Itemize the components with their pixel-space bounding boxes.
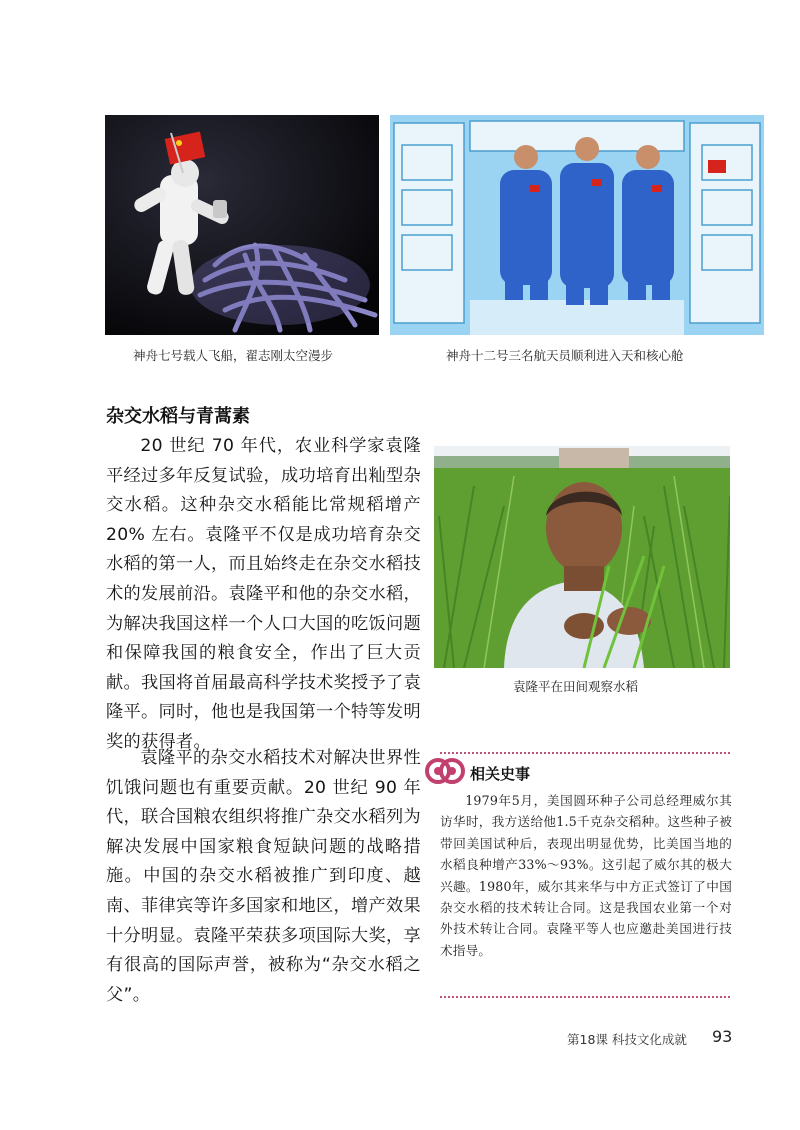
sidebar-emblem-icon bbox=[425, 757, 465, 791]
spacewalk-photo bbox=[105, 115, 379, 335]
body-paragraph-2: 袁隆平的杂交水稻技术对解决世界性饥饿问题也有重要贡献。20 世纪 90 年代，联合国粮农组织将推广杂交水稻列为解决发展中国家粮食短缺问题的战略措施。中国的杂交水稻被推广到印度、越南、菲律宾等许多国家和地区，增产效果十分明显。袁隆平荣获多项国际大奖，享有很高的国际声誉，被称为“杂交水稻之父”。 bbox=[106, 748, 421, 1005]
sidebar-bottom-divider bbox=[440, 996, 730, 998]
section-title: 杂交水稻与青蒿素 bbox=[106, 406, 250, 427]
body-paragraph-1: 20 世纪 70 年代，农业科学家袁隆平经过多年反复试验，成功培育出籼型杂交水稻。这种杂交水稻能比常规稻增产 20% 左右。袁隆平不仅是成功培育杂交水稻的第一人，而且始终走在杂交水稻技术的发展前沿。袁隆平和他的杂交水稻，为解决我国这样一个人口大国的吃饭问题和保障我国的粮食安全，作出了巨大贡献。我国将首届最高科学技术奖授予了袁隆平。同时，他也是我国第一个特等发明奖的获得者。 bbox=[106, 436, 421, 752]
footer-lesson-title: 第18课 科技文化成就 bbox=[567, 1032, 687, 1047]
page-number: 93 bbox=[712, 1027, 733, 1046]
yuan-illustration bbox=[434, 446, 730, 668]
yuan-caption: 袁隆平在田间观察水稻 bbox=[513, 679, 639, 694]
spacewalk-caption: 神舟七号载人飞船，翟志刚太空漫步 bbox=[133, 348, 334, 363]
spacewalk-illustration bbox=[105, 115, 379, 335]
sidebar-title: 相关史事 bbox=[470, 765, 531, 783]
yuan-photo bbox=[434, 446, 730, 668]
sidebar-body: 1979年5月，美国圆环种子公司总经理威尔其访华时，我方送给他1.5千克杂交稻种。这些种子被带回美国试种后，表现出明显优势，比美国当地的水稻良种增产33%～93%。这引起了威尔其的极大兴趣。1980年，威尔其来华与中方正式签订了中国杂交水稻的技术转让合同。这是我国农业第一个对外技术转让合同。袁隆平等人也应邀赴美国进行技术指导。 bbox=[440, 793, 732, 958]
tianhe-illustration bbox=[390, 115, 764, 335]
tianhe-caption: 神舟十二号三名航天员顺利进入天和核心舱 bbox=[446, 348, 684, 363]
sidebar-top-divider bbox=[440, 752, 730, 754]
tianhe-photo bbox=[390, 115, 764, 335]
